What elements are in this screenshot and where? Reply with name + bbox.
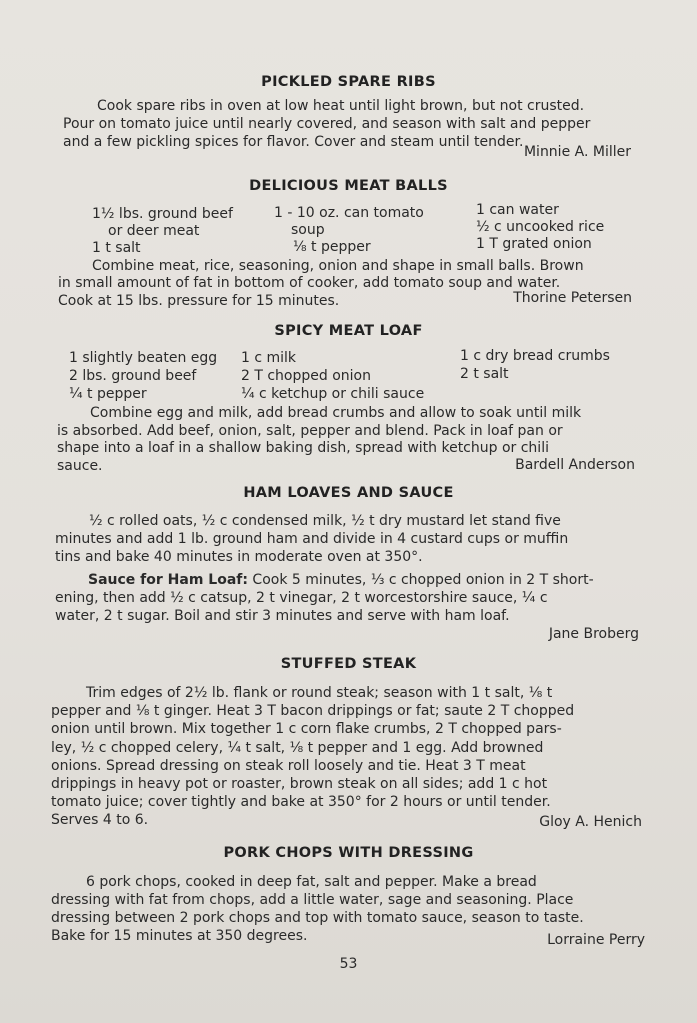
recipe-text-line: drippings in heavy pot or roaster, brown steak on all sides; add 1 c hot: [51, 776, 548, 792]
recipe-author: Lorraine Perry: [547, 932, 645, 948]
recipe-text-line: ening, then add ½ c catsup, 2 t vinegar, 2 t worcestorshire sauce, ¼ c: [55, 590, 548, 606]
ingredient: 1 slightly beaten egg: [69, 350, 218, 366]
recipe-text-line: in small amount of fat in bottom of cooker, add tomato soup and water.: [58, 275, 561, 291]
recipe-text-line: Combine egg and milk, add bread crumbs and allow to soak until milk: [90, 405, 582, 421]
ingredient: ⅛ t pepper: [293, 239, 371, 255]
ingredient: 2 lbs. ground beef: [69, 368, 197, 384]
recipe-text-line: Bake for 15 minutes at 350 degrees.: [51, 928, 308, 944]
recipe-text-line: sauce.: [57, 458, 103, 474]
ingredient: 2 T chopped onion: [241, 368, 371, 384]
sauce-label: Sauce for Ham Loaf:: [88, 572, 248, 588]
recipe-text-line: and a few pickling spices for flavor. Cover and steam until tender.: [63, 134, 524, 150]
recipe-title-spicy-meat-loaf: SPICY MEAT LOAF: [274, 323, 423, 339]
ingredient: 1 can water: [476, 202, 559, 218]
recipe-author: Bardell Anderson: [515, 457, 635, 473]
recipe-text-line: Cook at 15 lbs. pressure for 15 minutes.: [58, 293, 340, 309]
sauce-line: [88, 572, 594, 589]
recipe-title-ham-loaves-and-sauce: HAM LOAVES AND SAUCE: [243, 485, 454, 501]
recipe-text-line: Trim edges of 2½ lb. flank or round steak; season with 1 t salt, ⅛ t: [86, 685, 553, 701]
recipe-text-line: water, 2 t sugar. Boil and stir 3 minutes and serve with ham loaf.: [55, 608, 510, 624]
recipe-text-line: minutes and add 1 lb. ground ham and divide in 4 custard cups or muffin: [55, 531, 569, 547]
recipe-author: Thorine Petersen: [513, 290, 632, 306]
ingredient: ½ c uncooked rice: [476, 219, 605, 235]
ingredient: 1 c dry bread crumbs: [460, 348, 610, 364]
ingredient: 1 c milk: [241, 350, 297, 366]
recipe-author: Jane Broberg: [548, 626, 639, 642]
recipe-text-line: Cook spare ribs in oven at low heat until light brown, but not crusted.: [97, 98, 585, 114]
ingredient: 1 T grated onion: [476, 236, 592, 252]
recipe-text-line: dressing between 2 pork chops and top with tomato sauce, season to taste.: [51, 910, 584, 926]
recipe-author: Minnie A. Miller: [523, 144, 631, 160]
sauce-text: Cook 5 minutes, ⅓ c chopped onion in 2 T short-: [252, 572, 594, 588]
recipe-text-line: Pour on tomato juice until nearly covered, and season with salt and pepper: [63, 116, 591, 132]
recipe-text-line: is absorbed. Add beef, onion, salt, pepper and blend. Pack in loaf pan or: [57, 423, 563, 439]
ingredient: or deer meat: [108, 223, 200, 239]
recipe-text-line: ley, ½ c chopped celery, ¼ t salt, ⅛ t pepper and 1 egg. Add browned: [51, 740, 544, 756]
recipe-text-line: ½ c rolled oats, ½ c condensed milk, ½ t dry mustard let stand five: [89, 513, 561, 529]
recipe-text-line: tomato juice; cover tightly and bake at 350° for 2 hours or until tender.: [51, 794, 551, 810]
ingredient: 1½ lbs. ground beef: [92, 206, 233, 222]
ingredient: ¼ c ketchup or chili sauce: [241, 386, 425, 402]
recipe-text-line: onions. Spread dressing on steak roll loosely and tie. Heat 3 T meat: [51, 758, 526, 774]
recipe-text-line: pepper and ⅛ t ginger. Heat 3 T bacon drippings or fat; saute 2 T chopped: [51, 703, 575, 719]
recipe-title-delicious-meat-balls: DELICIOUS MEAT BALLS: [249, 178, 448, 194]
ingredient: 1 - 10 oz. can tomato: [274, 205, 424, 221]
recipe-text-line: Serves 4 to 6.: [51, 812, 149, 828]
recipe-text-line: 6 pork chops, cooked in deep fat, salt and pepper. Make a bread: [86, 874, 537, 890]
ingredient: soup: [291, 222, 325, 238]
recipe-text-line: shape into a loaf in a shallow baking dish, spread with ketchup or chili: [57, 440, 549, 456]
ingredient: 2 t salt: [460, 366, 509, 382]
recipe-title-pickled-spare-ribs: PICKLED SPARE RIBS: [261, 74, 436, 90]
recipe-text-line: tins and bake 40 minutes in moderate oven at 350°.: [55, 549, 423, 565]
recipe-text-line: dressing with fat from chops, add a little water, sage and seasoning. Place: [51, 892, 574, 908]
recipe-text-line: onion until brown. Mix together 1 c corn flake crumbs, 2 T chopped pars-: [51, 721, 562, 737]
page-number: 53: [339, 956, 358, 972]
recipe-author: Gloy A. Henich: [539, 814, 642, 830]
ingredient: 1 t salt: [92, 240, 141, 256]
recipe-text-line: Combine meat, rice, seasoning, onion and shape in small balls. Brown: [92, 258, 584, 274]
recipe-title-pork-chops-with-dressing: PORK CHOPS WITH DRESSING: [223, 845, 474, 861]
recipe-title-stuffed-steak: STUFFED STEAK: [280, 656, 417, 672]
ingredient: ¼ t pepper: [69, 386, 147, 402]
